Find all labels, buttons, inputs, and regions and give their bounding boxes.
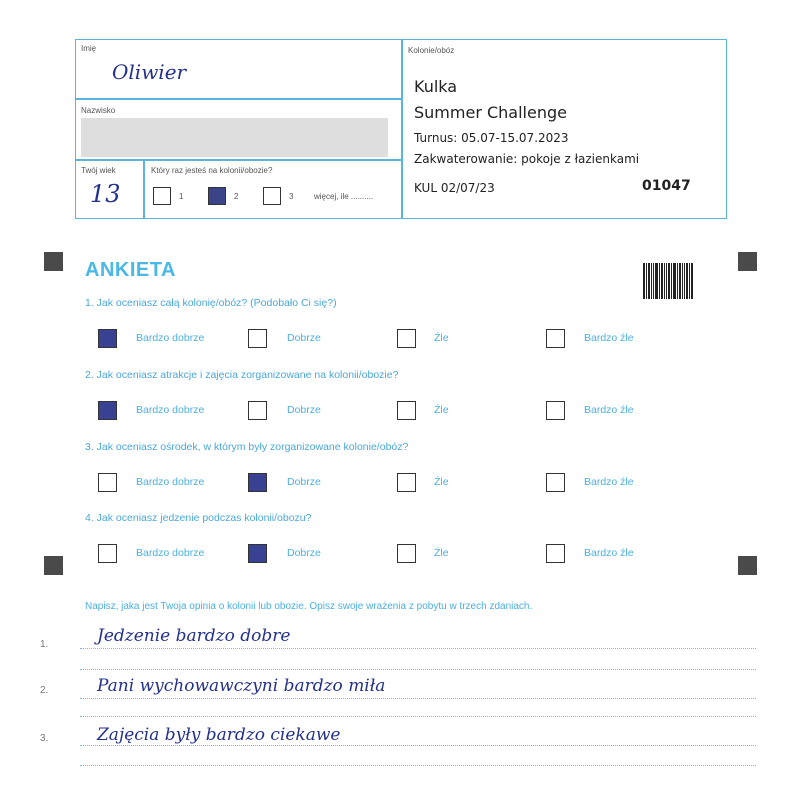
question-4-text: 4. Jak oceniasz jedzenie podczas kolonii/obozu?	[85, 512, 312, 524]
question-3-option-3-label: Źle	[434, 476, 449, 488]
question-1-option-4-checkbox[interactable]	[546, 329, 565, 348]
question-1-option-2-label: Dobrze	[287, 332, 321, 344]
opinion-line-1	[80, 648, 756, 649]
question-2-option-3-label: Źle	[434, 404, 449, 416]
times-checkbox-3[interactable]	[263, 187, 281, 205]
opinion-prompt: Napisz, jaka jest Twoja opinia o kolonii lub obozie. Opisz swoje wrażenia z pobytu w trzech zdaniach.	[85, 601, 533, 612]
question-4-option-3-checkbox[interactable]	[397, 544, 416, 563]
question-3-text: 3. Jak oceniasz ośrodek, w którym były zorganizowane kolonie/obóz?	[85, 441, 409, 453]
opinion-line-number-3: 3.	[40, 733, 49, 744]
accommodation-text: Zakwaterowanie: pokoje z łazienkami	[414, 152, 640, 166]
header-divider-vertical	[401, 39, 403, 219]
age-label: Twój wiek	[81, 166, 116, 175]
barcode	[643, 263, 697, 299]
question-4-option-2-label: Dobrze	[287, 547, 321, 559]
question-3-option-4-checkbox[interactable]	[546, 473, 565, 492]
question-1-text: 1. Jak oceniasz całą kolonię/obóz? (Podobało Ci się?)	[85, 297, 337, 309]
age-value[interactable]: 13	[90, 180, 121, 208]
surname-label: Nazwisko	[81, 106, 116, 115]
camp-label: Kolonie/obóz	[408, 46, 455, 55]
question-3-option-1-label: Bardzo dobrze	[136, 476, 205, 488]
registration-marker-bottom-left	[44, 556, 63, 575]
times-option-1-label: 1	[179, 192, 184, 201]
header-divider-age	[143, 159, 145, 219]
question-2-option-2-checkbox[interactable]	[248, 401, 267, 420]
header-divider-1	[75, 98, 402, 100]
camp-name-line1: Kulka	[414, 77, 458, 96]
registration-marker-bottom-right	[738, 556, 757, 575]
question-1-option-3-label: Źle	[434, 332, 449, 344]
opinion-line-2b	[80, 716, 756, 717]
question-4-option-1-label: Bardzo dobrze	[136, 547, 205, 559]
times-option-3-label: 3	[289, 192, 294, 201]
registration-marker-top-left	[44, 252, 63, 271]
name-label: Imię	[81, 44, 97, 53]
question-3-option-1-checkbox[interactable]	[98, 473, 117, 492]
opinion-line-3	[80, 745, 756, 746]
opinion-line-number-2: 2.	[40, 685, 49, 696]
question-2-option-2-label: Dobrze	[287, 404, 321, 416]
question-4-option-3-label: Źle	[434, 547, 449, 559]
opinion-answer-2[interactable]: Pani wychowawczyni bardzo miła	[97, 676, 386, 696]
opinion-line-1b	[80, 669, 756, 670]
times-checkbox-2[interactable]	[208, 187, 226, 205]
opinion-answer-3[interactable]: Zajęcia były bardzo ciekawe	[97, 725, 341, 745]
question-1-option-1-checkbox[interactable]	[98, 329, 117, 348]
question-4-option-4-checkbox[interactable]	[546, 544, 565, 563]
question-1-option-4-label: Bardzo źle	[584, 332, 634, 344]
times-checkbox-1[interactable]	[153, 187, 171, 205]
opinion-line-3b	[80, 765, 756, 766]
question-1-option-1-label: Bardzo dobrze	[136, 332, 205, 344]
question-2-option-1-checkbox[interactable]	[98, 401, 117, 420]
name-value[interactable]: Oliwier	[112, 60, 187, 84]
question-3-option-2-label: Dobrze	[287, 476, 321, 488]
question-4-option-4-label: Bardzo źle	[584, 547, 634, 559]
times-label: Który raz jesteś na kolonii/obozie?	[151, 166, 273, 175]
header-divider-2	[75, 159, 402, 161]
opinion-line-number-1: 1.	[40, 639, 49, 650]
question-2-option-1-label: Bardzo dobrze	[136, 404, 205, 416]
opinion-line-2	[80, 698, 756, 699]
question-1-option-3-checkbox[interactable]	[397, 329, 416, 348]
camp-name-line2: Summer Challenge	[414, 103, 567, 122]
surname-redacted	[81, 118, 388, 157]
question-2-option-4-checkbox[interactable]	[546, 401, 565, 420]
question-3-option-2-checkbox[interactable]	[248, 473, 267, 492]
form-number: 01047	[642, 178, 691, 194]
times-option-2-label: 2	[234, 192, 239, 201]
survey-title: ANKIETA	[85, 259, 176, 281]
question-4-option-1-checkbox[interactable]	[98, 544, 117, 563]
question-1-option-2-checkbox[interactable]	[248, 329, 267, 348]
registration-marker-top-right	[738, 252, 757, 271]
opinion-answer-1[interactable]: Jedzenie bardzo dobre	[97, 626, 291, 646]
question-2-option-3-checkbox[interactable]	[397, 401, 416, 420]
question-3-option-3-checkbox[interactable]	[397, 473, 416, 492]
camp-code: KUL 02/07/23	[414, 181, 495, 195]
times-more-label: więcej, ile ..........	[314, 192, 374, 201]
question-3-option-4-label: Bardzo źle	[584, 476, 634, 488]
question-2-text: 2. Jak oceniasz atrakcje i zajęcia zorganizowane na kolonii/obozie?	[85, 369, 399, 381]
question-4-option-2-checkbox[interactable]	[248, 544, 267, 563]
question-2-option-4-label: Bardzo źle	[584, 404, 634, 416]
turnus-text: Turnus: 05.07-15.07.2023	[414, 131, 569, 145]
